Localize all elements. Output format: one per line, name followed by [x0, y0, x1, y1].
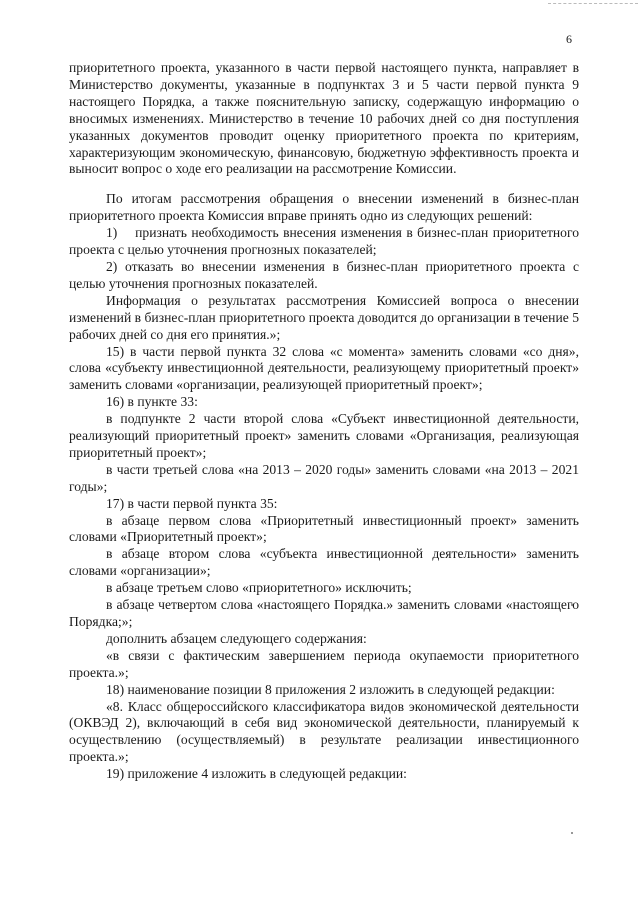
paragraph: в подпункте 2 части второй слова «Субъект инвестиционной деятельности, реализующий приоритетный проект» заменить словами «Организация, реализующая приоритетный проект»;	[69, 411, 579, 460]
paragraph: 15) в части первой пункта 32 слова «с момента» заменить словами «со дня», слова «субъекту инвестиционной деятельности, реализующему приоритетный проект» заменить словами «организации, реализующей приоритетный проект»;	[69, 343, 579, 393]
paragraph: 1) признать необходимость внесения изменения в бизнес-план приоритетного проекта с целью уточнения прогнозных показателей;	[69, 225, 579, 258]
paragraph: приоритетного проекта, указанного в части первой настоящего пункта, направляет в Министерство документы, указанные в подпунктах 3 и 5 части первой пункта 9 настоящего Порядка, а также пояснительную записку, содержащую информацию о вносимых изменениях. Министерство в течение 10 рабочих дней со дня поступления указанных документов проводит оценку приоритетного проекта по критериям, характеризующим экономическую, финансовую, бюджетную эффективность проекта и выносит вопрос о ходе его реализации на рассмотрение Комиссии.	[69, 60, 579, 177]
paragraph: 18) наименование позиции 8 приложения 2 изложить в следующей редакции:	[106, 681, 555, 697]
paragraph: в абзаце втором слова «субъекта инвестиционной деятельности» заменить словами «организации»;	[69, 546, 579, 579]
scan-artifact-dot	[571, 832, 573, 834]
paragraph: 17) в части первой пункта 35:	[106, 495, 278, 511]
document-body	[69, 60, 579, 783]
scan-artifact-line	[548, 3, 638, 6]
paragraph: 16) в пункте 33:	[106, 394, 198, 410]
paragraph: в части третьей слова «на 2013 – 2020 годы» заменить словами «на 2013 – 2021 годы»;	[69, 461, 579, 494]
paragraph: в абзаце третьем слово «приоритетного» исключить;	[106, 580, 412, 596]
page-number: 6	[566, 32, 572, 46]
paragraph: Информация о результатах рассмотрения Комиссией вопроса о внесении изменений в бизнес-план приоритетного проекта доводится до организации в течение 5 рабочих дней со дня его принятия.»;	[69, 292, 579, 342]
paragraph: По итогам рассмотрения обращения о внесении изменений в бизнес-план приоритетного проекта Комиссия вправе принять одно из следующих решений:	[69, 191, 579, 224]
paragraph: 19) приложение 4 изложить в следующей редакции:	[106, 766, 407, 782]
paragraph: в абзаце первом слова «Приоритетный инвестиционный проект» заменить словами «Приоритетный проект»;	[69, 512, 579, 545]
paragraph: «в связи с фактическим завершением периода окупаемости приоритетного проекта.»;	[69, 647, 579, 680]
paragraph: в абзаце четвертом слова «настоящего Порядка.» заменить словами «настоящего Порядка;»;	[69, 597, 579, 629]
paragraph: «8. Класс общероссийского классификатора видов экономической деятельности (ОКВЭД 2), включающий в себя вид экономической деятельности, планируемый к осуществлению (осуществляемый) в результате реализации инвестиционного проекта.»;	[69, 698, 579, 765]
paragraph: 2) отказать во внесении изменения в бизнес-план приоритетного проекта с целью уточнения прогнозных показателей.	[69, 258, 579, 291]
paragraph: дополнить абзацем следующего содержания:	[106, 630, 367, 646]
